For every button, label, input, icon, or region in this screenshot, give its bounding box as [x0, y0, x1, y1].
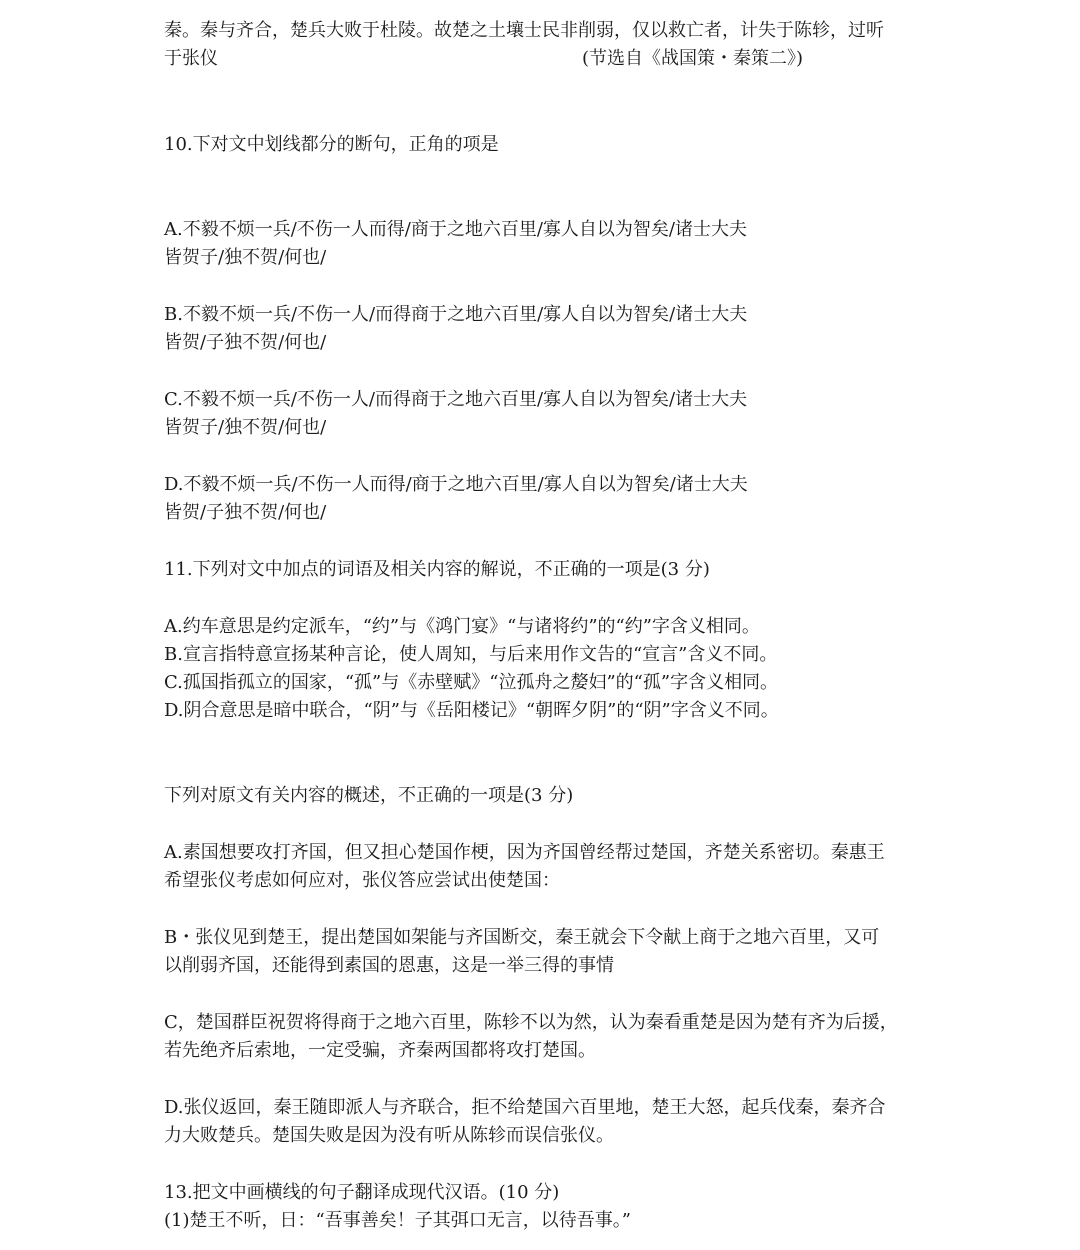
question-10-stem: 10.下对文中划线都分的断句，正角的项是	[164, 134, 499, 155]
question-12-stem: 下列对原文有关内容的概述，不正确的一项是(3 分)	[164, 785, 574, 806]
q11-option-a: A.约车意思是约定派车，“约”与《鸿门宴》“与诸将约”的“约”字含义相同。	[164, 616, 760, 637]
q12-option-c-line1: C，楚国群臣祝贺将得商于之地六百里，陈轸不以为然，认为秦看重楚是因为楚有齐为后援，	[164, 1012, 898, 1033]
passage-source: (节选自《战国策・秦策二》)	[582, 48, 804, 69]
q12-option-d-line1: D.张仪返回，秦王随即派人与齐联合，拒不给楚国六百里地，楚王大怒，起兵伐秦，秦齐合	[164, 1097, 886, 1118]
q11-option-b: B.宣言指特意宣扬某种言论，使人周知，与后来用作文告的“宣言”含义不同。	[164, 644, 778, 665]
q10-option-d-line2: 皆贺/子独不贺/何也/	[164, 502, 327, 523]
question-11-stem: 11.下列对文中加点的词语及相关内容的解说，不正确的一项是(3 分)	[164, 559, 710, 580]
q12-option-d-line2: 力大败楚兵。楚国失败是因为没有听从陈轸而误信张仪。	[164, 1125, 614, 1146]
q10-option-a-line1: A.不毅不烦一兵/不伤一人而得/商于之地六百里/寡人自以为智矣/诸士大夫	[164, 219, 747, 240]
q11-option-c: C.孤国指孤立的国家，“孤”与《赤壁赋》“泣孤舟之嫠妇”的“孤”字含义相同。	[164, 672, 779, 693]
q10-option-b-line1: B.不毅不烦一兵/不伤一人/而得商于之地六百里/寡人自以为智矣/诸士大夫	[164, 304, 748, 325]
q12-option-b-line1: B・张仪见到楚王，提出楚国如架能与齐国断交，秦王就会下令献上商于之地六百里，又可	[164, 927, 880, 948]
q10-option-c-line1: C.不毅不烦一兵/不伤一人/而得商于之地六百里/寡人自以为智矣/诸士大夫	[164, 389, 748, 410]
q12-option-a-line2: 希望张仪考虑如何应对，张仪答应尝试出使楚国：	[164, 870, 560, 891]
passage-line: 秦。秦与齐合，楚兵大败于杜陵。故楚之土壤士民非削弱，仅以救亡者，计失于陈轸，过听	[164, 20, 884, 41]
q11-option-d: D.阴合意思是暗中联合，“阴”与《岳阳楼记》“朝晖夕阴”的“阴”字含义不同。	[164, 700, 779, 721]
q13-item-1: (1)楚王不听，日：“吾事善矣！子其弭口无言，以待吾事。”	[164, 1210, 631, 1231]
q10-option-d-line1: D.不毅不烦一兵/不伤一人而得/商于之地六百里/寡人自以为智矣/诸士大夫	[164, 474, 748, 495]
q10-option-a-line2: 皆贺子/独不贺/何也/	[164, 247, 327, 268]
q12-option-c-line2: 若先绝齐后索地，一定受骗，齐秦两国都将攻打楚国。	[164, 1040, 596, 1061]
passage-line: 于张仪	[164, 48, 218, 69]
q12-option-b-line2: 以削弱齐国，还能得到素国的恩惠，这是一举三得的事情	[164, 955, 614, 976]
q12-option-a-line1: A.素国想要攻打齐国，但又担心楚国作梗，因为齐国曾经帮过楚国，齐楚关系密切。秦惠王	[164, 842, 885, 863]
question-13-stem: 13.把文中画横线的句子翻译成现代汉语。(10 分)	[164, 1182, 560, 1203]
q10-option-c-line2: 皆贺子/独不贺/何也/	[164, 417, 327, 438]
q10-option-b-line2: 皆贺/子独不贺/何也/	[164, 332, 327, 353]
